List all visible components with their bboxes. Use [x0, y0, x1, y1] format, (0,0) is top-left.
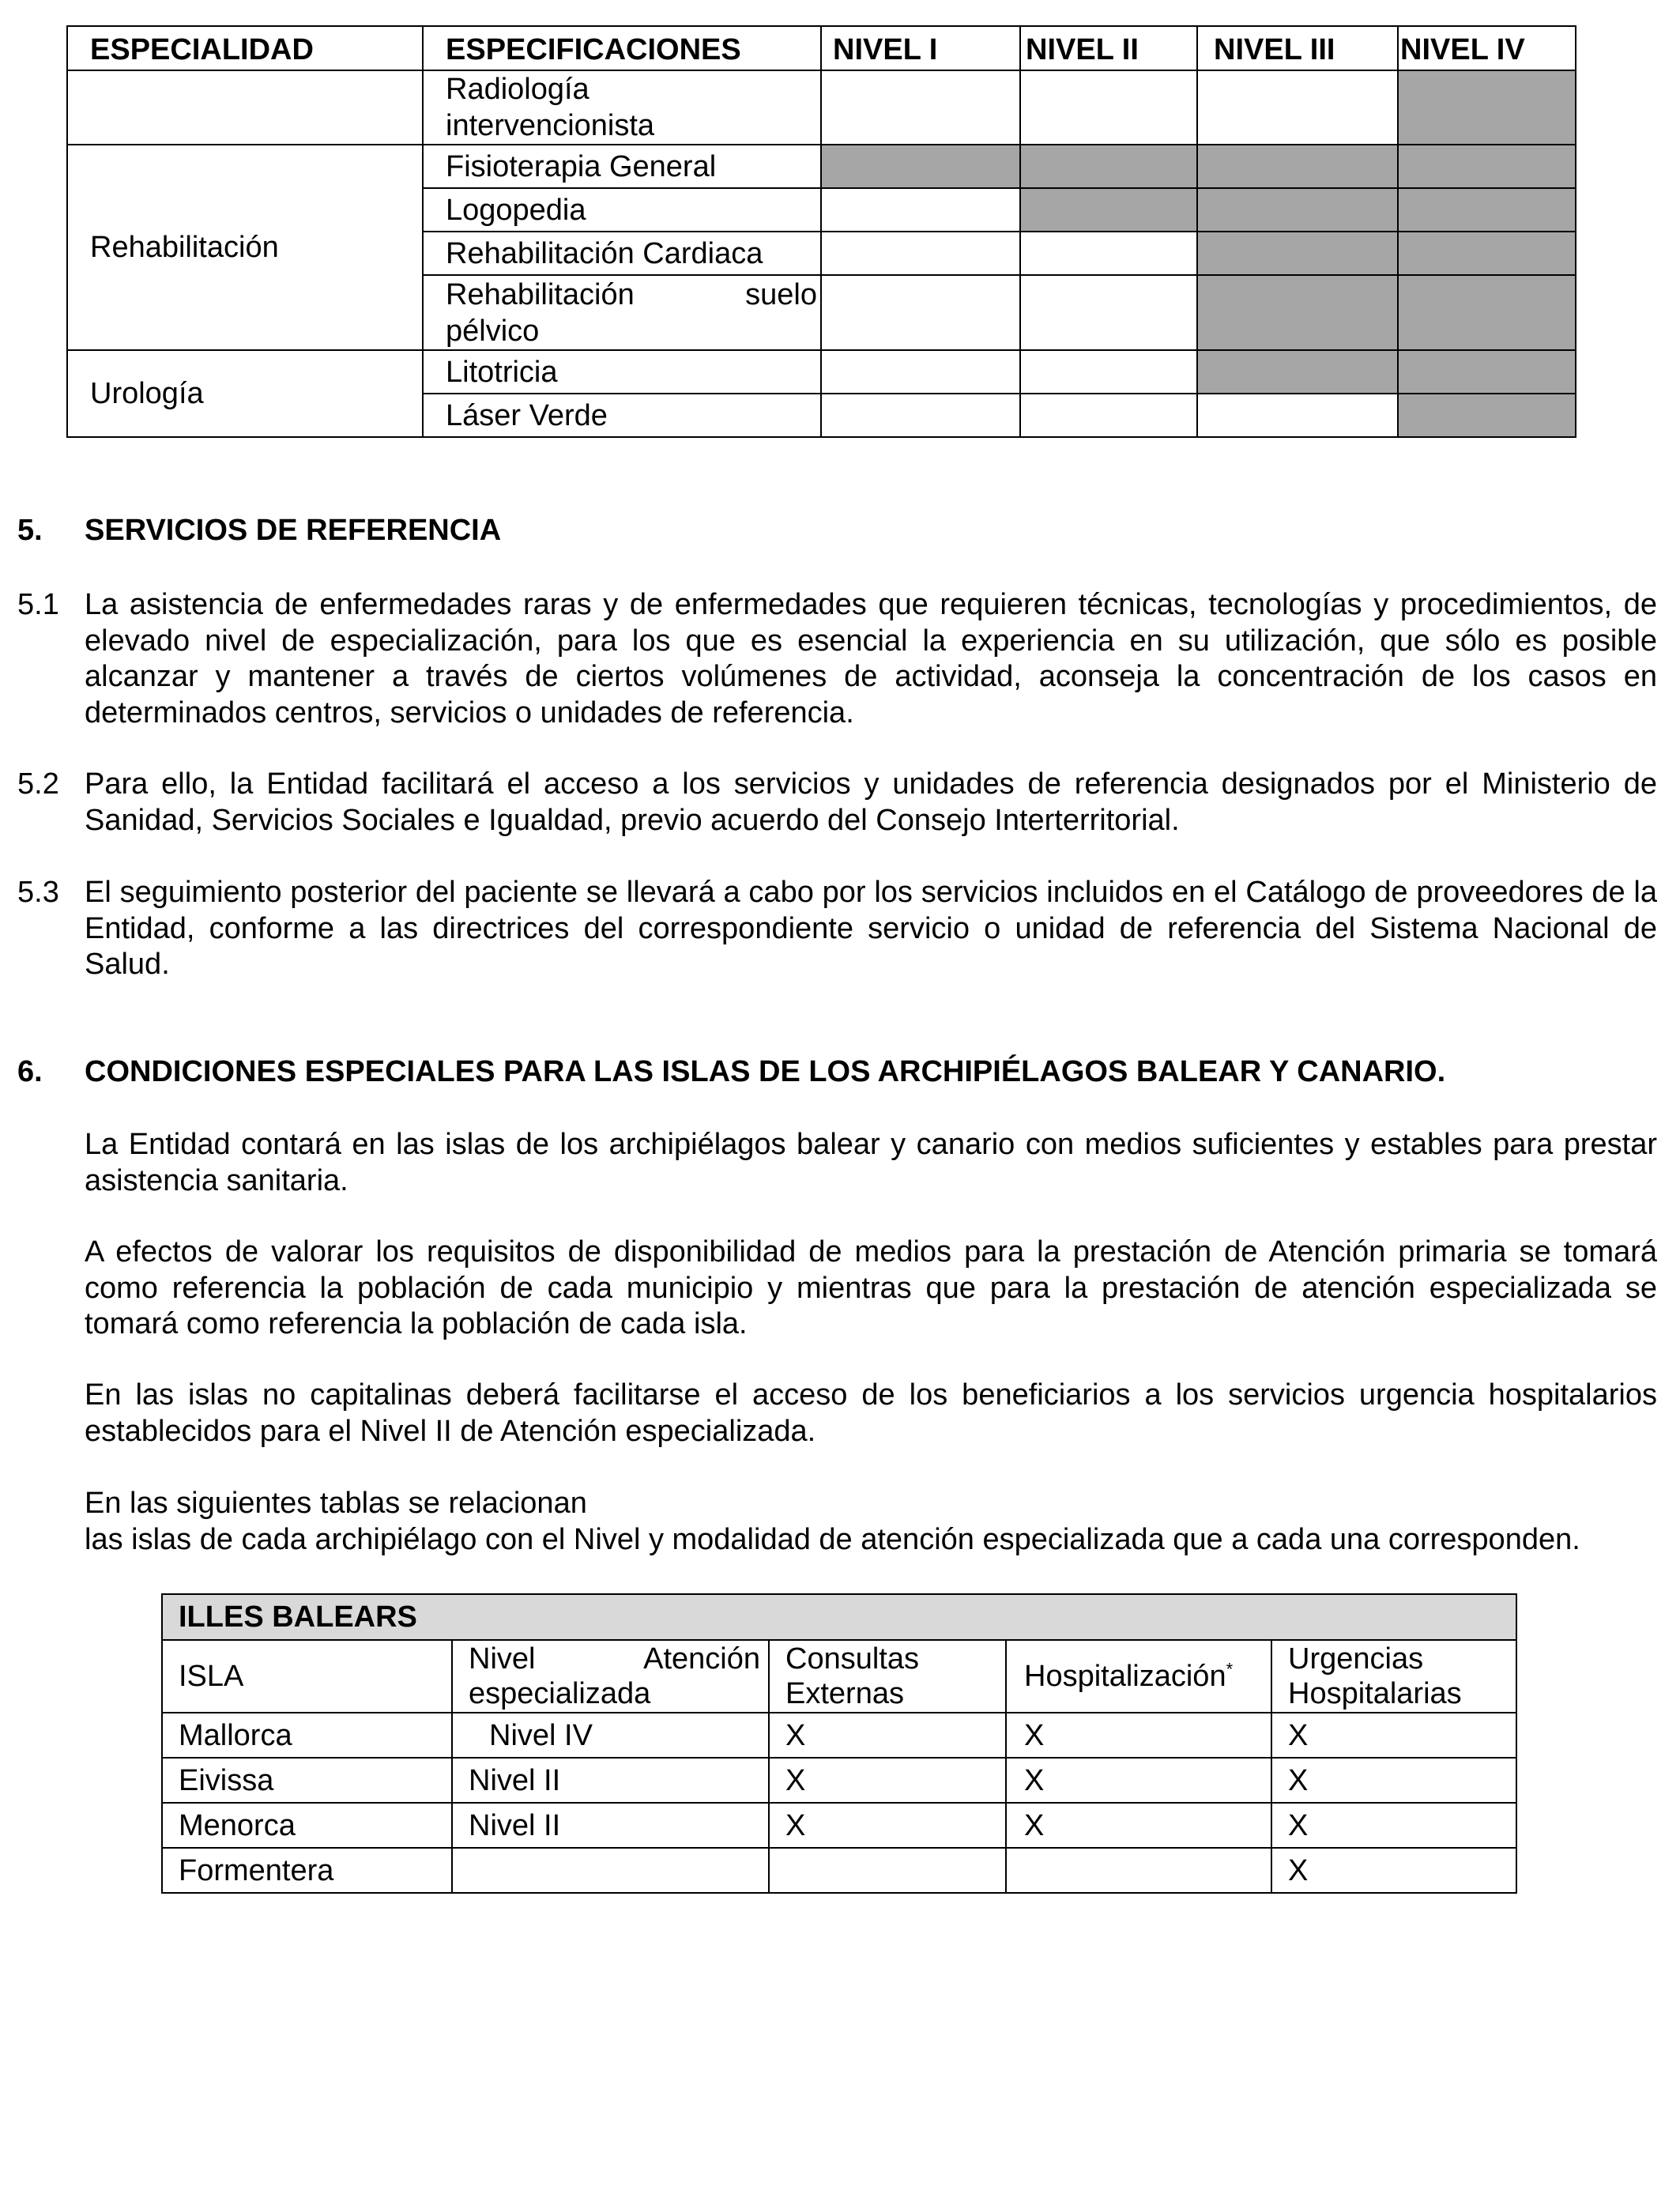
- header-label: Urgencias: [1288, 1642, 1424, 1676]
- level-cell-shaded: [1020, 145, 1197, 188]
- spec-cell: Litotricia: [423, 350, 821, 394]
- header-label: Hospitalarias: [1288, 1677, 1462, 1710]
- spec-label: Radiología: [446, 73, 590, 106]
- isla-cell: Formentera: [162, 1848, 452, 1893]
- spec-label: suelo: [745, 277, 817, 311]
- header-hospitalizacion: [1006, 1640, 1271, 1713]
- illes-balears-table: [161, 1593, 1517, 1894]
- level-cell: [821, 394, 1020, 437]
- level-cell-shaded: [1197, 350, 1398, 394]
- hosp-cell: X: [1006, 1713, 1271, 1758]
- paragraph-number: 5.3: [17, 876, 59, 909]
- paragraph-5-3: El seguimiento posterior del paciente se llevará a cabo por los servicios incluidos en el Catálogo de proveedores de la Entidad, conforme a las directrices del correspondiente servicio o unidad de referencia del Sistema Nacional de Salud.: [85, 876, 1657, 981]
- paragraph-number: 5.1: [17, 588, 59, 621]
- level-cell-shaded: [1398, 188, 1576, 232]
- nivel-cell: [452, 1848, 769, 1893]
- level-cell-shaded: [821, 145, 1020, 188]
- spec-label: pélvico: [446, 314, 540, 348]
- hosp-cell: [1006, 1848, 1271, 1893]
- urg-cell: X: [1271, 1848, 1516, 1893]
- section-number: 5.: [17, 514, 43, 547]
- consultas-cell: X: [769, 1803, 1006, 1848]
- isla-cell: Eivissa: [162, 1758, 452, 1803]
- level-cell-shaded: [1398, 394, 1576, 437]
- level-cell-shaded: [1197, 145, 1398, 188]
- level-cell: [1197, 70, 1398, 145]
- header-label: Nivel: [469, 1642, 536, 1676]
- header-nivel-1: NIVEL I: [821, 26, 1020, 70]
- header-nivel-4: NIVEL IV: [1398, 26, 1576, 70]
- table-row: [162, 1758, 1516, 1803]
- paragraph-6-1: La Entidad contará en las islas de los archipiélagos balear y canario con medios suficientes y estables para prestar asistencia sanitaria.: [85, 1128, 1657, 1197]
- level-cell-shaded: [1398, 350, 1576, 394]
- spec-cell: [423, 275, 821, 350]
- spec-cell: Logopedia: [423, 188, 821, 232]
- urg-cell: X: [1271, 1713, 1516, 1758]
- level-cell: [821, 275, 1020, 350]
- header-isla: ISLA: [162, 1640, 452, 1713]
- level-cell: [1020, 275, 1197, 350]
- especialidad-cell: Urología: [67, 350, 423, 437]
- consultas-cell: X: [769, 1758, 1006, 1803]
- spec-cell: Láser Verde: [423, 394, 821, 437]
- nivel-cell: Nivel IV: [452, 1713, 769, 1758]
- header-nivel-2: NIVEL II: [1020, 26, 1197, 70]
- spec-cell: Fisioterapia General: [423, 145, 821, 188]
- level-cell-shaded: [1398, 145, 1576, 188]
- nivel-cell: Nivel II: [452, 1803, 769, 1848]
- level-cell-shaded: [1398, 70, 1576, 145]
- level-cell-shaded: [1020, 188, 1197, 232]
- especialidad-cell: Rehabilitación: [67, 145, 423, 350]
- footnote-marker: *: [1226, 1659, 1234, 1679]
- consultas-cell: [769, 1848, 1006, 1893]
- header-label: especializada: [469, 1677, 651, 1710]
- nivel-cell: Nivel II: [452, 1758, 769, 1803]
- level-cell-shaded: [1197, 275, 1398, 350]
- header-label: Hospitalización: [1024, 1660, 1226, 1693]
- paragraph-5-1: La asistencia de enfermedades raras y de enfermedades que requieren técnicas, tecnologías y procedimientos, de elevado nivel de especialización, para los que es esencial la experiencia en su utilización, que sólo es posible alcanzar y mantener a través de ciertos volúmenes de actividad, aconseja la concentración de los casos en determinados centros, servicios o unidades de referencia.: [85, 588, 1657, 729]
- header-urgencias: [1271, 1640, 1516, 1713]
- section-title: SERVICIOS DE REFERENCIA: [85, 514, 502, 547]
- level-cell: [1020, 394, 1197, 437]
- table-row: [162, 1848, 1516, 1893]
- level-cell: [1020, 350, 1197, 394]
- table-row: [162, 1803, 1516, 1848]
- header-nivel: [452, 1640, 769, 1713]
- paragraph-5-2: Para ello, la Entidad facilitará el acceso a los servicios y unidades de referencia designados por el Ministerio de Sanidad, Servicios Sociales e Igualdad, previo acuerdo del Consejo Interterritorial.: [85, 767, 1657, 837]
- balears-header-row: [162, 1640, 1516, 1713]
- level-cell: [1020, 70, 1197, 145]
- paragraph-number: 5.2: [17, 767, 59, 801]
- section-number: 6.: [17, 1055, 43, 1088]
- urg-cell: X: [1271, 1758, 1516, 1803]
- paragraph-6-4-line-1: En las siguientes tablas se relacionan: [85, 1487, 587, 1520]
- specialties-header-row: [67, 26, 1576, 70]
- level-cell: [821, 350, 1020, 394]
- header-label: Atención: [643, 1642, 760, 1676]
- table-title: ILLES BALEARS: [162, 1594, 1516, 1640]
- table-row: [162, 1713, 1516, 1758]
- table-row: [67, 70, 1576, 145]
- consultas-cell: X: [769, 1713, 1006, 1758]
- section-title: CONDICIONES ESPECIALES PARA LAS ISLAS DE LOS ARCHIPIÉLAGOS BALEAR Y CANARIO.: [85, 1055, 1446, 1088]
- level-cell: [821, 188, 1020, 232]
- paragraph-6-2: A efectos de valorar los requisitos de disponibilidad de medios para la prestación de Atención primaria se tomará como referencia la población de cada municipio y mientras que para la prestación de atención especializada se tomará como referencia la población de cada isla.: [85, 1235, 1657, 1340]
- header-especificaciones: ESPECIFICACIONES: [423, 26, 821, 70]
- spec-label: Rehabilitación: [446, 277, 635, 311]
- header-especialidad: ESPECIALIDAD: [67, 26, 423, 70]
- header-label: Externas: [785, 1677, 904, 1710]
- level-cell: [1197, 394, 1398, 437]
- level-cell-shaded: [1398, 232, 1576, 275]
- spec-label: intervencionista: [446, 109, 655, 142]
- hosp-cell: X: [1006, 1803, 1271, 1848]
- paragraph-6-3: En las islas no capitalinas deberá facilitarse el acceso de los beneficiarios a los servicios urgencia hospitalarios establecidos para el Nivel II de Atención especializada.: [85, 1378, 1657, 1448]
- isla-cell: Mallorca: [162, 1713, 452, 1758]
- isla-cell: Menorca: [162, 1803, 452, 1848]
- hosp-cell: X: [1006, 1758, 1271, 1803]
- spec-cell: [423, 70, 821, 145]
- spec-cell: Rehabilitación Cardiaca: [423, 232, 821, 275]
- urg-cell: X: [1271, 1803, 1516, 1848]
- level-cell-shaded: [1398, 275, 1576, 350]
- specialties-table: [66, 25, 1576, 438]
- level-cell-shaded: [1197, 232, 1398, 275]
- balears-title-row: [162, 1594, 1516, 1640]
- level-cell: [821, 232, 1020, 275]
- header-label: Consultas: [785, 1642, 919, 1676]
- header-nivel-3: NIVEL III: [1197, 26, 1398, 70]
- especialidad-cell: [67, 70, 423, 145]
- level-cell: [1020, 232, 1197, 275]
- table-row: [67, 145, 1576, 188]
- table-row: [67, 350, 1576, 394]
- level-cell-shaded: [1197, 188, 1398, 232]
- level-cell: [821, 70, 1020, 145]
- header-consultas: [769, 1640, 1006, 1713]
- paragraph-6-4-line-2: las islas de cada archipiélago con el Nivel y modalidad de atención especializada que a cada una corresponden.: [85, 1523, 1580, 1556]
